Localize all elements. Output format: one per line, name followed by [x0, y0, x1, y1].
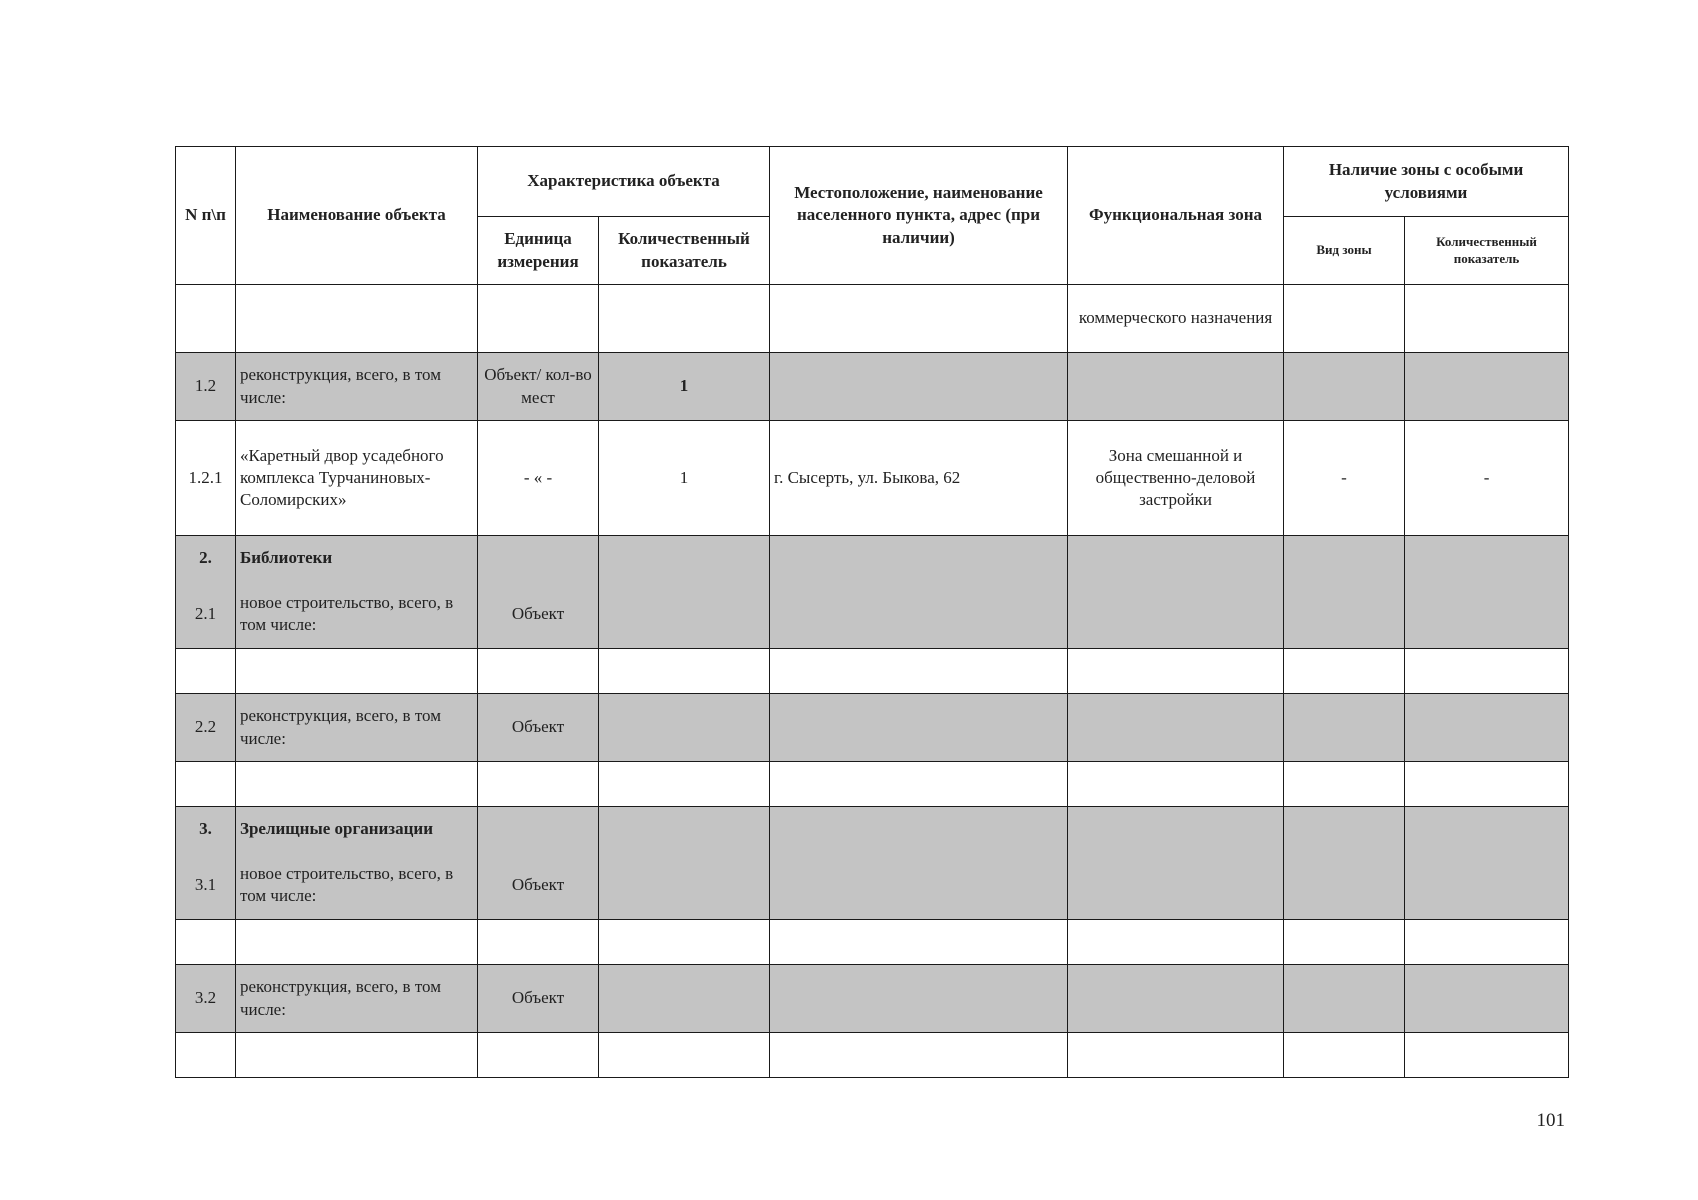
- table-header-row: [176, 147, 1569, 217]
- cell-zone-type: [1284, 807, 1405, 852]
- objects-table: [175, 146, 1569, 1078]
- cell-zone-quantity: [1405, 807, 1569, 852]
- cell-func-zone: [1068, 353, 1284, 421]
- cell-unit: Объект: [478, 852, 599, 920]
- header-num: N п\п: [176, 147, 236, 285]
- cell-zone-type: [1284, 694, 1405, 762]
- cell-unit: Объект: [478, 965, 599, 1033]
- cell-location: [770, 965, 1068, 1033]
- cell-location: [770, 536, 1068, 581]
- cell-func-zone: [1068, 649, 1284, 694]
- cell-zone-type: -: [1284, 421, 1405, 536]
- cell-func-zone: [1068, 807, 1284, 852]
- cell-num: 1.2: [176, 353, 236, 421]
- cell-zone-quantity: [1405, 285, 1569, 353]
- cell-func-zone: [1068, 852, 1284, 920]
- table-row: [176, 807, 1569, 852]
- cell-location: [770, 285, 1068, 353]
- table-row: [176, 1033, 1569, 1078]
- cell-unit: [478, 285, 599, 353]
- cell-zone-quantity: [1405, 1033, 1569, 1078]
- cell-name: новое строительство, всего, в том числе:: [236, 581, 478, 649]
- header-zone-quantity: Количественный показатель: [1405, 217, 1569, 285]
- cell-zone-type: [1284, 536, 1405, 581]
- table-row: [176, 920, 1569, 965]
- cell-quantity: [599, 285, 770, 353]
- cell-quantity: [599, 852, 770, 920]
- cell-location: [770, 807, 1068, 852]
- cell-location: г. Сысерть, ул. Быкова, 62: [770, 421, 1068, 536]
- table-row: [176, 965, 1569, 1033]
- cell-name: [236, 1033, 478, 1078]
- cell-num: 2.1: [176, 581, 236, 649]
- cell-location: [770, 762, 1068, 807]
- table-row: [176, 762, 1569, 807]
- cell-location: [770, 649, 1068, 694]
- cell-location: [770, 353, 1068, 421]
- cell-num: [176, 762, 236, 807]
- cell-func-zone: [1068, 920, 1284, 965]
- cell-num: 3.: [176, 807, 236, 852]
- cell-name: [236, 762, 478, 807]
- cell-unit: [478, 762, 599, 807]
- cell-func-zone: Зона смешанной и общественно-деловой застройки: [1068, 421, 1284, 536]
- cell-quantity: [599, 694, 770, 762]
- cell-func-zone: коммерческого назначения: [1068, 285, 1284, 353]
- cell-zone-type: [1284, 285, 1405, 353]
- cell-unit: Объект: [478, 694, 599, 762]
- cell-zone-type: [1284, 581, 1405, 649]
- header-unit: Единица измерения: [478, 217, 599, 285]
- cell-zone-quantity: [1405, 762, 1569, 807]
- cell-quantity: [599, 1033, 770, 1078]
- cell-location: [770, 694, 1068, 762]
- cell-unit: Объект: [478, 581, 599, 649]
- cell-unit: - « -: [478, 421, 599, 536]
- cell-num: [176, 920, 236, 965]
- cell-num: 3.1: [176, 852, 236, 920]
- cell-num: 3.2: [176, 965, 236, 1033]
- cell-num: [176, 285, 236, 353]
- table-row: [176, 852, 1569, 920]
- cell-zone-type: [1284, 649, 1405, 694]
- cell-func-zone: [1068, 1033, 1284, 1078]
- cell-zone-quantity: [1405, 852, 1569, 920]
- cell-num: [176, 1033, 236, 1078]
- cell-quantity: [599, 965, 770, 1033]
- cell-name: [236, 285, 478, 353]
- header-name: Наименование объекта: [236, 147, 478, 285]
- cell-unit: [478, 920, 599, 965]
- cell-zone-quantity: [1405, 581, 1569, 649]
- cell-zone-quantity: [1405, 536, 1569, 581]
- cell-quantity: [599, 581, 770, 649]
- cell-func-zone: [1068, 581, 1284, 649]
- table-row: [176, 285, 1569, 353]
- cell-unit: Объект/ кол-во мест: [478, 353, 599, 421]
- table-row: [176, 421, 1569, 536]
- cell-num: 1.2.1: [176, 421, 236, 536]
- cell-zone-type: [1284, 353, 1405, 421]
- header-characteristic: Характеристика объекта: [478, 147, 770, 217]
- cell-quantity: 1: [599, 421, 770, 536]
- cell-unit: [478, 807, 599, 852]
- cell-quantity: [599, 536, 770, 581]
- header-zone-type: Вид зоны: [1284, 217, 1405, 285]
- cell-num: 2.2: [176, 694, 236, 762]
- cell-location: [770, 581, 1068, 649]
- cell-quantity: [599, 649, 770, 694]
- cell-zone-type: [1284, 1033, 1405, 1078]
- cell-name: «Каретный двор усадебного комплекса Турчаниновых-Соломирских»: [236, 421, 478, 536]
- cell-zone-quantity: [1405, 353, 1569, 421]
- cell-unit: [478, 1033, 599, 1078]
- cell-zone-type: [1284, 920, 1405, 965]
- cell-zone-type: [1284, 965, 1405, 1033]
- cell-zone-quantity: [1405, 920, 1569, 965]
- cell-name: [236, 649, 478, 694]
- cell-zone-type: [1284, 852, 1405, 920]
- cell-name: Библиотеки: [236, 536, 478, 581]
- cell-quantity: 1: [599, 353, 770, 421]
- cell-location: [770, 852, 1068, 920]
- header-quantity: Количественный показатель: [599, 217, 770, 285]
- header-special-zone: Наличие зоны с особыми условиями: [1284, 147, 1569, 217]
- cell-unit: [478, 536, 599, 581]
- cell-num: 2.: [176, 536, 236, 581]
- cell-zone-quantity: [1405, 649, 1569, 694]
- table-row: [176, 649, 1569, 694]
- cell-zone-quantity: [1405, 694, 1569, 762]
- cell-name: [236, 920, 478, 965]
- header-location: Местоположение, наименование населенного пункта, адрес (при наличии): [770, 147, 1068, 285]
- cell-unit: [478, 649, 599, 694]
- table-row: [176, 694, 1569, 762]
- cell-quantity: [599, 807, 770, 852]
- cell-func-zone: [1068, 965, 1284, 1033]
- cell-name: новое строительство, всего, в том числе:: [236, 852, 478, 920]
- cell-name: реконструкция, всего, в том числе:: [236, 965, 478, 1033]
- cell-func-zone: [1068, 694, 1284, 762]
- table-row: [176, 536, 1569, 581]
- cell-name: реконструкция, всего, в том числе:: [236, 694, 478, 762]
- cell-zone-quantity: [1405, 965, 1569, 1033]
- cell-location: [770, 1033, 1068, 1078]
- cell-func-zone: [1068, 536, 1284, 581]
- cell-name: Зрелищные организации: [236, 807, 478, 852]
- cell-quantity: [599, 920, 770, 965]
- cell-zone-type: [1284, 762, 1405, 807]
- cell-location: [770, 920, 1068, 965]
- cell-zone-quantity: -: [1405, 421, 1569, 536]
- cell-name: реконструкция, всего, в том числе:: [236, 353, 478, 421]
- cell-quantity: [599, 762, 770, 807]
- cell-func-zone: [1068, 762, 1284, 807]
- page-number: 101: [1536, 1110, 1565, 1131]
- table-row: [176, 353, 1569, 421]
- cell-num: [176, 649, 236, 694]
- header-func-zone: Функциональная зона: [1068, 147, 1284, 285]
- table-row: [176, 581, 1569, 649]
